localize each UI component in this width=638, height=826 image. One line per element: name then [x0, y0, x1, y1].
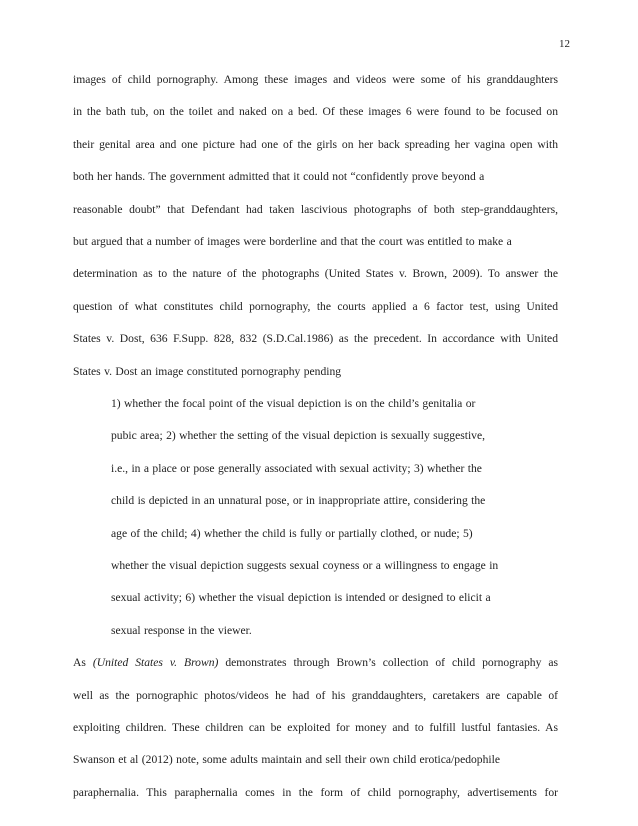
- block-quote-line: sexual activity; 6) whether the visual depiction is intended or designed to elicit a: [111, 591, 491, 605]
- paragraph-line: their genital area and one picture had one of the girls on her back spreading her vagina open with: [73, 137, 558, 151]
- block-quote-line: 1) whether the focal point of the visual depiction is on the child’s genitalia or: [111, 397, 476, 410]
- page-number: 12: [559, 38, 570, 50]
- paragraph-line: but argued that a number of images were borderline and that the court was entitled to make a: [73, 235, 512, 248]
- paragraph-line: reasonable doubt” that Defendant had taken lascivious photographs of both step-granddaughters,: [73, 202, 558, 216]
- line-text: paraphernalia. This paraphernalia comes in the form of child pornography, advertisements for: [73, 785, 558, 799]
- line-text: well as the pornographic photos/videos he had of his granddaughters, caretakers are capable of: [73, 688, 558, 702]
- paragraph-line: question of what constitutes child pornography, the courts applied a 6 factor test, using United: [73, 299, 558, 313]
- line-text: demonstrates through Brown’s collection of child pornography as: [218, 656, 558, 670]
- block-quote-line: age of the child; 4) whether the child is fully or partially clothed, or nude; 5): [111, 526, 473, 540]
- paragraph-line: images of child pornography. Among these images and videos were some of his granddaughters: [73, 73, 558, 86]
- block-quote-line: pubic area; 2) whether the setting of the visual depiction is sexually suggestive,: [111, 429, 486, 443]
- paragraph-line: [73, 721, 558, 735]
- paragraph-line: States v. Dost, 636 F.Supp. 828, 832 (S.D.Cal.1986) as the precedent. In accordance with United: [73, 332, 558, 346]
- block-quote-line: sexual response in the viewer.: [111, 623, 252, 637]
- paragraph-line: [73, 689, 558, 703]
- line-text: Swanson et al (2012) note, some adults maintain and sell their own child erotica/pedophile: [73, 753, 500, 767]
- case-citation: (United States v. Brown): [92, 656, 219, 670]
- line-prefix: As: [73, 656, 93, 670]
- paragraph-line: in the bath tub, on the toilet and naked on a bed. Of these images 6 were found to be focused on: [73, 105, 558, 119]
- paragraph-line: determination as to the nature of the photographs (United States v. Brown, 2009). To answer the: [73, 267, 558, 281]
- paragraph-line: States v. Dost an image constituted pornography pending: [73, 364, 342, 378]
- block-quote-line: whether the visual depiction suggests sexual coyness or a willingness to engage in: [111, 559, 499, 572]
- paragraph-line: [73, 753, 500, 767]
- block-quote-line: i.e., in a place or pose generally associated with sexual activity; 3) whether the: [111, 461, 482, 475]
- block-quote-line: child is depicted in an unnatural pose, or in inappropriate attire, considering the: [111, 494, 486, 508]
- line-text: exploiting children. These children can be exploited for money and to fulfill lustful fantasies. As: [73, 721, 558, 734]
- paragraph-line: [73, 656, 558, 670]
- paragraph-line: [73, 786, 558, 800]
- paragraph-line: both her hands. The government admitted that it could not “confidently prove beyond a: [73, 170, 485, 184]
